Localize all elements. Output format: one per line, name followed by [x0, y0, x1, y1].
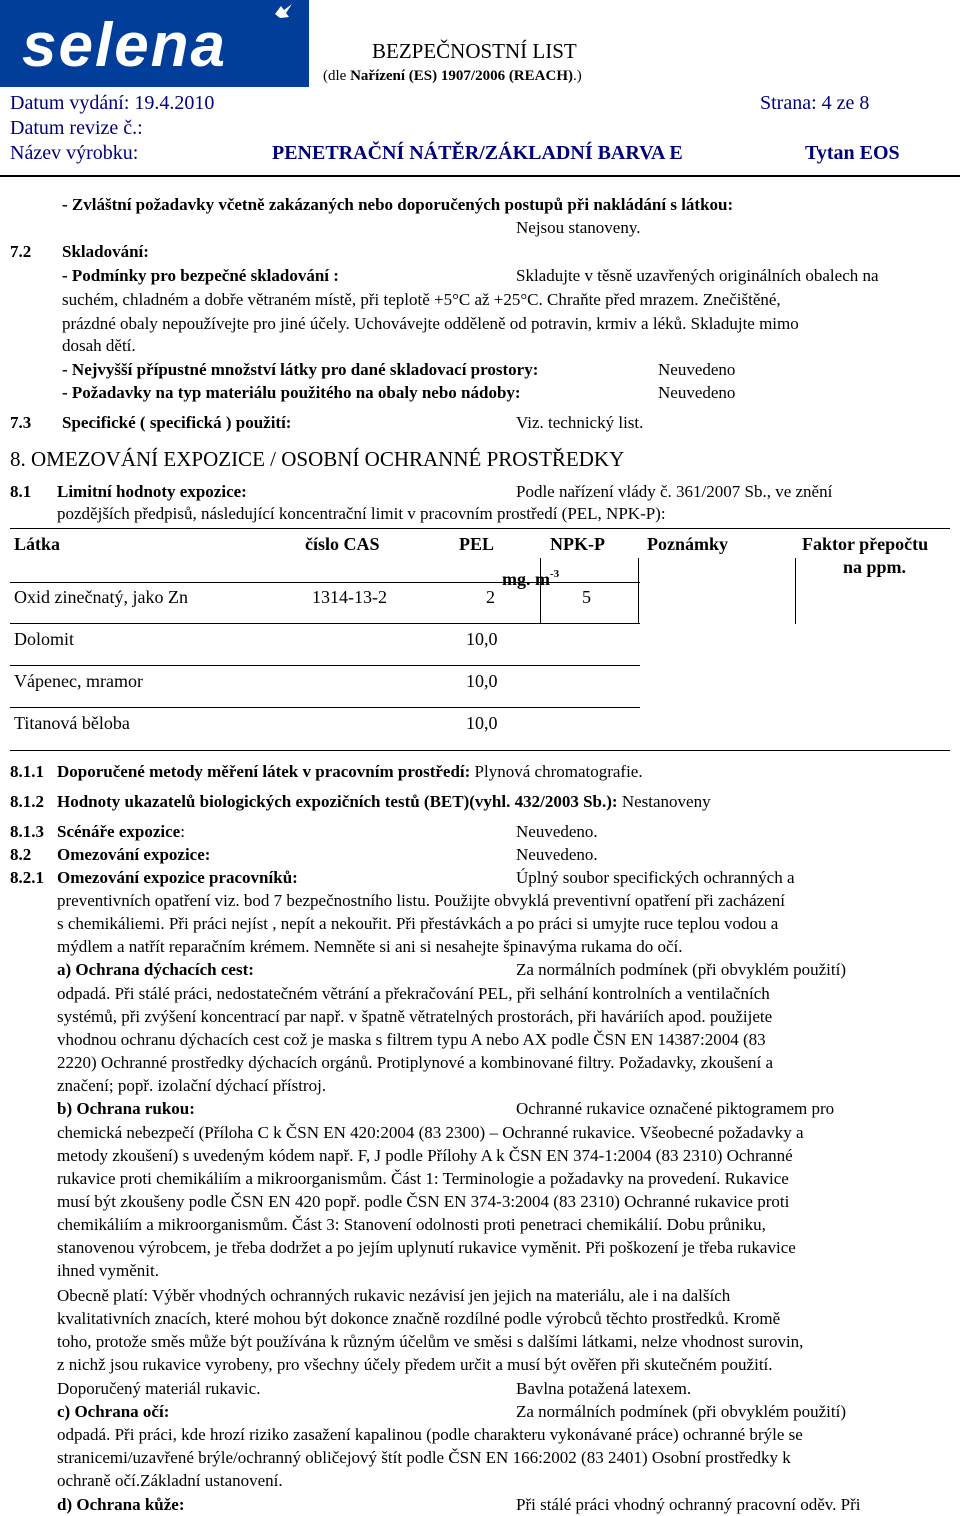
section-8-1-number: 8.1 [10, 482, 32, 501]
issue-date: Datum vydání: 19.4.2010 [10, 92, 215, 114]
brand-logo [0, 0, 309, 87]
table-cell-pel: 10,0 [466, 671, 498, 691]
hands-text-line: toho, protože směs může být používána k různým účelům ve směsi s dalšími látkami, nelze vhodnost surovin, [57, 1332, 804, 1351]
product-name: PENETRAČNÍ NÁTĚR/ZÁKLADNÍ BARVA E [272, 142, 683, 164]
product-label: Název výrobku: [10, 142, 139, 164]
eyes-label: c) Ochrana očí: [57, 1402, 170, 1421]
col-header-factor: Faktor přepočtu [802, 534, 929, 554]
hands-text-line: stanovenou výrobcem, je třeba dodržet a po jejím uplynutí rukavice vyměnit. Při poškození je třeba rukavice [57, 1238, 796, 1257]
page-number: Strana: 4 ze 8 [760, 92, 870, 114]
loading-value: Nejsou stanoveny. [516, 218, 641, 237]
max-quantity-value: Neuvedeno [658, 360, 736, 379]
worker-text-line: s chemikáliemi. Při práci nejíst , nepít a nekouřit. Při přestávkách a po práci si umyjte ruce teplou vodou a [57, 914, 779, 933]
hands-text-line: Obecně platí: Výběr vhodných ochranných rukavic nezávisí jen jejich na materiálu, ale i na dalších [57, 1286, 731, 1305]
max-quantity-label: - Nejvyšší přípustné množství látky pro dané skladovací prostory: [62, 360, 539, 379]
storage-title: Skladování: [62, 242, 149, 261]
exposure-scenarios-label: Scénáře expozice: [57, 822, 185, 841]
table-cell-substance: Vápenec, mramor [14, 671, 143, 691]
hands-label: b) Ochrana rukou: [57, 1099, 195, 1118]
table-rule [795, 558, 796, 624]
respiratory-text-line: 2220) Ochranné prostředky dýchacích orgánů. Protiplynové a kombinované filtry. Požadavky, zkoušení a [57, 1053, 774, 1072]
storage-text-line: prázdné obaly nepoužívejte pro jiné účely. Uchovávejte odděleně od potravin, krmiv a léků. Skladujte mimo [62, 314, 799, 333]
glove-material-label: Doporučený materiál rukavic. [57, 1379, 261, 1398]
specific-use-label: Specifické ( specifická ) použití: [62, 413, 292, 432]
respiratory-value: Za normálních podmínek (při obvyklém použití) [516, 960, 847, 979]
table-cell-cas: 1314-13-2 [312, 587, 387, 607]
col-header-factor-unit: na ppm. [843, 557, 907, 577]
table-rule [10, 528, 950, 529]
specific-use-value: Viz. technický list. [516, 413, 644, 432]
table-cell-npk: 5 [582, 587, 591, 607]
limits-label: Limitní hodnoty expozice: [57, 482, 247, 501]
col-header-cas: číslo CAS [305, 534, 380, 554]
table-cell-substance: Titanová běloba [14, 713, 130, 733]
respiratory-text-line: značení; popř. izolační dýchací přístroj. [57, 1076, 327, 1095]
table-rule [638, 558, 639, 624]
storage-conditions-value: Skladujte v těsně uzavřených originálních obalech na [516, 266, 879, 285]
table-rule [10, 707, 640, 708]
material-value: Neuvedeno [658, 383, 736, 402]
hands-text-line: rukavice proti chemikáliím a mikroorganismům. Část 1: Terminologie a požadavky na provedení. Rukavice [57, 1169, 789, 1188]
table-rule [10, 750, 950, 751]
limits-text-line: pozdějších předpisů, následující koncentrační limit v pracovním prostředí (PEL, NPK-P): [57, 504, 666, 523]
logo-graphic [0, 0, 309, 87]
respiratory-text-line: systémů, při zvýšení koncentrací par např. v špatně větratelných prostorách, při haváriích apod. použijete [57, 1007, 773, 1026]
col-header-npk: NPK-P [550, 534, 605, 554]
section-8-title: 8. OMEZOVÁNÍ EXPOZICE / OSOBNÍ OCHRANNÉ PROSTŘEDKY [10, 447, 625, 471]
section-7-2-number: 7.2 [10, 242, 32, 261]
col-header-pel: PEL [459, 534, 495, 554]
storage-conditions-label: - Podmínky pro bezpečné skladování : [62, 266, 339, 285]
doc-title: BEZPEČNOSTNÍ LIST [372, 39, 577, 63]
limits-value: Podle nařízení vlády č. 361/2007 Sb., ve znění [516, 482, 833, 501]
table-cell-pel: 10,0 [466, 713, 498, 733]
hands-text-line: chemická nebezpečí (Příloha C k ČSN EN 420:2004 (83 2300) – Ochranné rukavice. Všeobecné požadavky a [57, 1123, 804, 1142]
eyes-text-line: odpadá. Při práci, kde hrozí riziko zasažení kapalinou (podle charakteru vykonávané práce) ochranné brýle se [57, 1425, 803, 1444]
table-cell-pel: 10,0 [466, 629, 498, 649]
section-8-1-3-number: 8.1.3 [10, 822, 44, 841]
col-header-unit: mg. $m^{-3}$ [502, 568, 560, 589]
storage-text-line: suchém, chladném a dobře větraném místě, při teplotě +5°C až +25°C. Chraňte před mrazem. Znečištěné, [62, 290, 781, 309]
col-header-substance: Látka [14, 534, 61, 554]
worker-text-line: mýdlem a natřít reparačním krémem. Nemněte si ani si nesahejte špinavýma rukama do očí. [57, 937, 683, 956]
exposure-scenarios-value: Neuvedeno. [516, 822, 598, 841]
table-rule [10, 623, 640, 624]
logo-wordmark: selena [22, 11, 228, 80]
loading-requirements: - Zvláštní požadavky včetně zakázaných nebo doporučených postupů při nakládání s látkou: [62, 195, 734, 214]
doc-subtitle: (dle Nařízení (ES) 1907/2006 (REACH).) [323, 68, 582, 84]
hands-text-line: ihned vyměnit. [57, 1261, 159, 1280]
worker-exposure-value: Úplný soubor specifických ochranných a [516, 868, 795, 887]
respiratory-text-line: odpadá. Při stálé práci, nedostatečném větrání a překračování PEL, při selhání kontrolních a ventilačních [57, 984, 770, 1003]
respiratory-text-line: vhodnou ochranu dýchacích cest což je maska s filtrem typu A nebo AX podle ČSN EN 14387:2004 (83 [57, 1030, 766, 1049]
hands-text-line: z nichž jsou rukavice vyrobeny, pro všechny účely předem určit a musí být ověřen při skutečném použití. [57, 1355, 773, 1374]
section-7-3-number: 7.3 [10, 413, 32, 432]
glove-material-value: Bavlna potažená latexem. [516, 1379, 692, 1398]
respiratory-label: a) Ochrana dýchacích cest: [57, 960, 254, 979]
biological-tests: Hodnoty ukazatelů biologických expozičních testů (BET)(vyhl. 432/2003 Sb.): Nestanoveny [57, 792, 711, 811]
brand-name: Tytan EOS [805, 142, 900, 164]
table-cell-substance: Oxid zinečnatý, jako Zn [14, 587, 188, 607]
table-cell-substance: Dolomit [14, 629, 75, 649]
table-rule [10, 665, 640, 666]
measurement-methods: Doporučené metody měření látek v pracovním prostředí: Plynová chromatografie. [57, 762, 643, 781]
hands-value: Ochranné rukavice označené piktogramem pro [516, 1099, 835, 1118]
section-8-1-2-number: 8.1.2 [10, 792, 44, 811]
section-8-2-1-number: 8.2.1 [10, 868, 44, 887]
revision-date: Datum revize č.: [10, 117, 143, 139]
hands-text-line: metody zkoušení) s uvedeným kódem např. F, J podle Přílohy A k ČSN EN 374-1:2004 (83 2310) Ochranné [57, 1146, 793, 1165]
eyes-value: Za normálních podmínek (při obvyklém použití) [516, 1402, 847, 1421]
skin-value: Při stálé práci vhodný ochranný pracovní oděv. Při [516, 1495, 861, 1514]
eyes-text-line: stranicemi/uzavřené brýle/ochranný obličejový štít podle ČSN EN 166:2002 (83 2401) Osobní prostředky k [57, 1448, 791, 1467]
storage-text-line: dosah dětí. [62, 336, 136, 355]
section-8-1-1-number: 8.1.1 [10, 762, 44, 781]
hands-text-line: kvalitativních znacích, které mohou být dokonce značně rozdílné podle výrobců těchto prostředků. Kromě [57, 1309, 781, 1328]
skin-label: d) Ochrana kůže: [57, 1495, 185, 1514]
worker-text-line: preventivních opatření viz. bod 7 bezpečnostního listu. Použijte obvyklá preventivní opatření při zacházení [57, 891, 785, 910]
eyes-text-line: ochraně očí.Základní ustanovení. [57, 1471, 283, 1490]
worker-exposure-label: Omezování expozice pracovníků: [57, 868, 298, 887]
material-label: - Požadavky na typ materiálu použitého na obaly nebo nádoby: [62, 383, 521, 402]
hands-text-line: chemikáliím a mikroorganismům. Část 3: Stanovení odolnosti proti penetraci chemikálií. Dobu průniku, [57, 1215, 766, 1234]
section-8-2-number: 8.2 [10, 845, 32, 864]
exposure-limitation-value: Neuvedeno. [516, 845, 598, 864]
table-cell-pel: 2 [486, 587, 495, 607]
col-header-notes: Poznámky [647, 534, 728, 554]
exposure-limitation-label: Omezování expozice: [57, 845, 211, 864]
header-divider [0, 175, 960, 177]
hands-text-line: musí být zkoušeny podle ČSN EN 420 popř. podle ČSN EN 374-3:2004 (83 2310) Ochranné rukavice proti [57, 1192, 790, 1211]
